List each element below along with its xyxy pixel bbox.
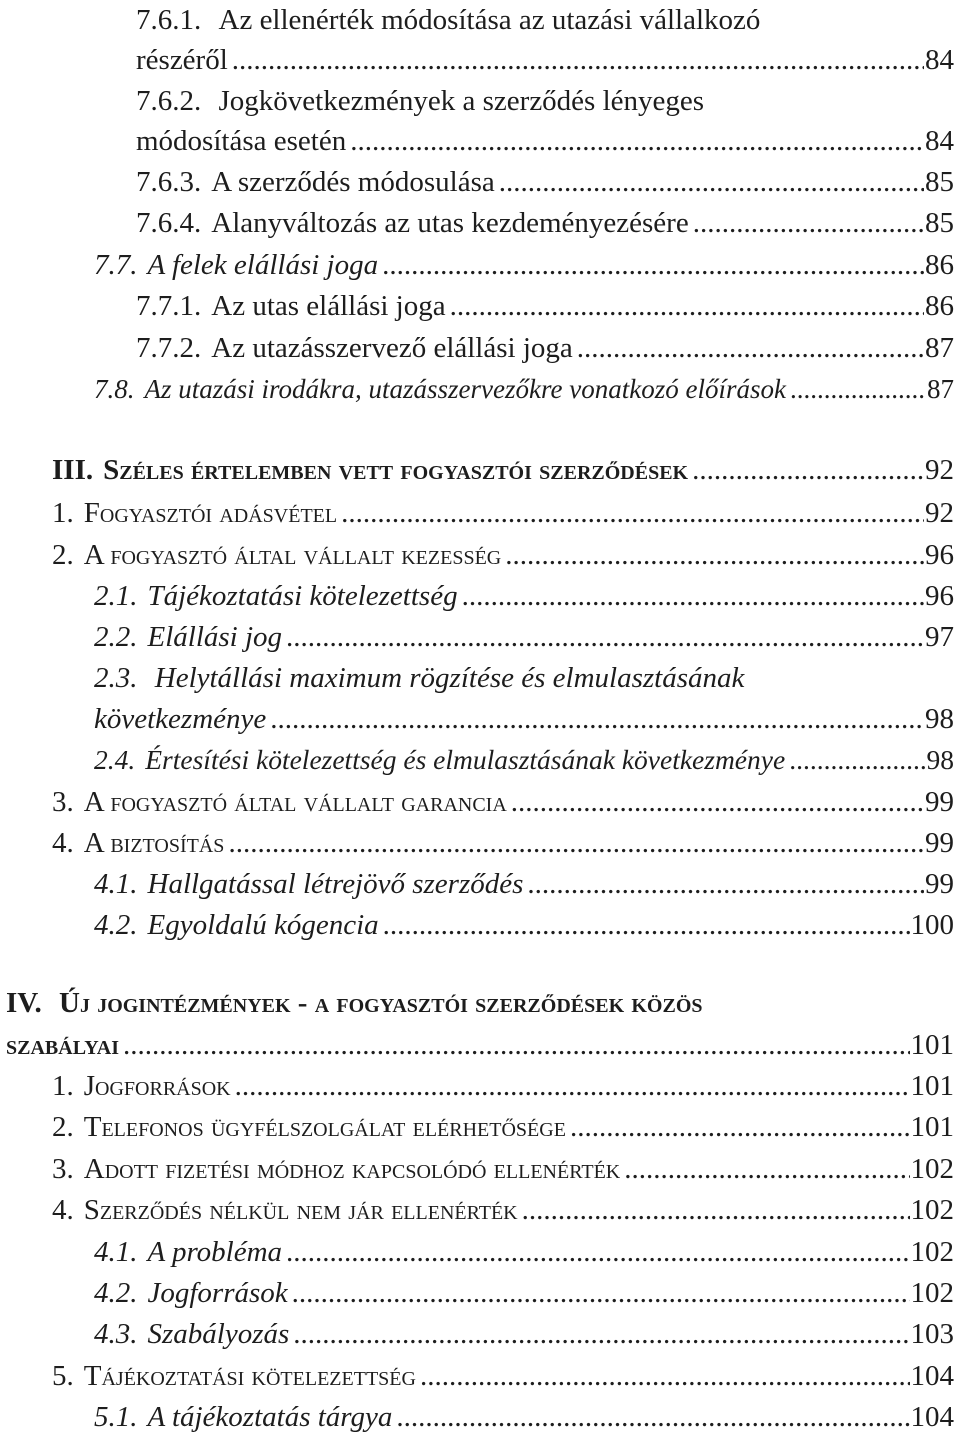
entry-number: 4.: [52, 1194, 74, 1226]
entry-title: Szerződés nélkül nem jár ellenérték: [83, 1194, 518, 1226]
toc-entry-iii-4-1[interactable]: [94, 864, 954, 904]
page-number: 104: [910, 1360, 954, 1392]
page-number: 99: [925, 786, 954, 818]
dot-leader: [350, 121, 924, 161]
entry-number: IV.: [6, 987, 42, 1019]
page-number: 85: [925, 207, 954, 239]
entry-number: 5.1.: [94, 1401, 138, 1433]
toc-entry-iv-4-2[interactable]: [94, 1273, 954, 1313]
dot-leader: [693, 203, 924, 243]
entry-number: 4.3.: [94, 1318, 138, 1350]
entry-title: Telefonos ügyfélszolgálat elérhetősége: [83, 1111, 566, 1143]
entry-title: Szabályozás: [147, 1318, 290, 1350]
entry-number: 7.6.2.: [136, 85, 202, 117]
page-number: 92: [925, 497, 954, 529]
toc-entry-7-6-2-line1: [136, 81, 704, 121]
toc-entry-iii-2-4[interactable]: [94, 740, 954, 780]
toc-entry-iv-3[interactable]: [52, 1149, 954, 1189]
entry-title: Adott fizetési módhoz kapcsolódó ellenérték: [83, 1153, 621, 1185]
toc-entry-iv-4-1[interactable]: [94, 1232, 954, 1272]
dot-leader: [527, 864, 924, 904]
dot-leader: [511, 782, 924, 822]
dot-leader: [499, 162, 924, 202]
toc-entry-7-6-1-line1: [136, 0, 760, 40]
entry-title: A tájékoztatás tárgya: [147, 1401, 393, 1433]
dot-leader: [292, 1273, 910, 1313]
entry-title: Új jogintézmények - a fogyasztói szerződések közös: [59, 987, 703, 1019]
page-number: 102: [910, 1236, 954, 1268]
entry-title: Jogkövetkezmények a szerződés lényeges: [218, 85, 705, 117]
entry-title: Alanyváltozás az utas kezdeményezésére: [211, 207, 689, 239]
toc-entry-iv-2[interactable]: [52, 1107, 954, 1147]
dot-leader: [232, 40, 924, 80]
toc-entry-iv-1[interactable]: [52, 1066, 954, 1106]
entry-number: 4.1.: [94, 868, 138, 900]
entry-title: Elállási jog: [147, 621, 283, 653]
dot-leader: [420, 1356, 910, 1396]
page-number: 100: [910, 909, 954, 941]
page-number: 85: [925, 166, 954, 198]
entry-title: A felek elállási joga: [147, 249, 379, 281]
dot-leader: [462, 576, 924, 616]
entry-number: 2.: [52, 539, 74, 571]
entry-title: A fogyasztó által vállalt garancia: [83, 786, 507, 818]
entry-number: 2.2.: [94, 621, 138, 653]
page-number: 104: [910, 1401, 954, 1433]
entry-title: Széles értelemben vett fogyasztói szerződések: [103, 454, 689, 486]
entry-number: 1.: [52, 497, 74, 529]
toc-entry-7-7-1[interactable]: [136, 286, 954, 326]
toc-entry-iii-3[interactable]: [52, 782, 954, 822]
entry-number: 7.8.: [94, 374, 135, 404]
dot-leader: [790, 369, 926, 409]
entry-number: 2.4.: [94, 744, 136, 775]
dot-leader: [228, 823, 924, 863]
toc-entry-7-8[interactable]: [94, 369, 954, 409]
entry-number: 7.6.1.: [136, 4, 202, 36]
toc-part-iv[interactable]: [6, 1025, 954, 1065]
entry-number: 3.: [52, 786, 74, 818]
toc-entry-iii-4[interactable]: [52, 823, 954, 863]
dot-leader: [522, 1190, 910, 1230]
entry-number: III.: [52, 454, 94, 486]
page-number: 97: [925, 621, 954, 653]
page-number: 96: [925, 539, 954, 571]
toc-entry-7-6-2[interactable]: [136, 121, 954, 161]
entry-title: A szerződés módosulása: [211, 166, 495, 198]
toc-entry-iii-2-3[interactable]: [94, 699, 954, 739]
page-number: 101: [910, 1070, 954, 1102]
dot-leader: [624, 1149, 909, 1189]
entry-number: 4.2.: [94, 1277, 138, 1309]
entry-title: Tájékoztatási kötelezettség: [147, 580, 458, 612]
dot-leader: [286, 1232, 909, 1272]
toc-entry-iii-4-2[interactable]: [94, 905, 954, 945]
page-number: 102: [910, 1153, 954, 1185]
entry-number: 4.: [52, 827, 74, 859]
toc-entry-7-7-2[interactable]: [136, 328, 954, 368]
toc-entry-7-6-1[interactable]: [136, 40, 954, 80]
page-number: 99: [925, 827, 954, 859]
entry-title: Fogyasztói adásvétel: [83, 497, 338, 529]
dot-leader: [123, 1025, 909, 1065]
entry-number: 7.7.: [94, 249, 138, 281]
page-number: 96: [925, 580, 954, 612]
dot-leader: [286, 617, 924, 657]
entry-number: 7.7.2.: [136, 332, 202, 364]
page-number: 101: [910, 1029, 954, 1061]
entry-title: Helytállási maximum rögzítése és elmulasztásának: [154, 662, 745, 694]
entry-title: Az utas elállási joga: [211, 290, 446, 322]
dot-leader: [692, 450, 924, 490]
toc-entry-iii-1[interactable]: [52, 493, 954, 533]
entry-title: A fogyasztó által vállalt kezesség: [83, 539, 502, 571]
toc-entry-iv-5-1[interactable]: [94, 1397, 954, 1437]
toc-entry-iii-2-3-line1: [94, 658, 744, 698]
dot-leader: [505, 535, 924, 575]
toc-entry-iii-2[interactable]: [52, 535, 954, 575]
page-number: 86: [925, 290, 954, 322]
toc-part-iv-line1: [6, 983, 703, 1023]
entry-title: Értesítési kötelezettség és elmulasztásának következménye: [145, 744, 786, 775]
toc-entry-7-6-4[interactable]: [136, 203, 954, 243]
toc-entry-iv-5[interactable]: [52, 1356, 954, 1396]
entry-number: 7.7.1.: [136, 290, 202, 322]
dot-leader: [235, 1066, 910, 1106]
toc-entry-7-7[interactable]: [94, 245, 954, 285]
entry-title: Az utazásszervező elállási joga: [211, 332, 573, 364]
entry-title: következménye: [94, 703, 267, 735]
entry-title: A probléma: [147, 1236, 283, 1268]
page-number: 99: [925, 868, 954, 900]
entry-number: 7.6.3.: [136, 166, 202, 198]
page-number: 101: [910, 1111, 954, 1143]
page-number: 102: [910, 1277, 954, 1309]
entry-number: 2.: [52, 1111, 74, 1143]
entry-title: A biztosítás: [83, 827, 225, 859]
entry-number: 1.: [52, 1070, 74, 1102]
page-number: 86: [925, 249, 954, 281]
entry-title: Az ellenérték módosítása az utazási vállalkozó: [218, 4, 761, 36]
dot-leader: [789, 740, 925, 780]
entry-title: Jogforrások: [147, 1277, 288, 1309]
page-number: 84: [925, 125, 954, 157]
entry-number: 5.: [52, 1360, 74, 1392]
entry-title: Az utazási irodákra, utazásszervezőkre vonatkozó előírások: [144, 374, 786, 404]
toc-entry-iii-2-1[interactable]: [94, 576, 954, 616]
dot-leader: [577, 328, 924, 368]
dot-leader: [293, 1314, 909, 1354]
entry-number: 7.6.4.: [136, 207, 202, 239]
toc-part-iii[interactable]: [52, 450, 954, 490]
dot-leader: [450, 286, 924, 326]
toc-entry-iv-4[interactable]: [52, 1190, 954, 1230]
page-number: 87: [927, 374, 954, 404]
entry-title: szabályai: [6, 1029, 120, 1061]
toc-entry-iv-4-3[interactable]: [94, 1314, 954, 1354]
entry-title: részéről: [136, 44, 228, 76]
page-number: 92: [925, 454, 954, 486]
dot-leader: [383, 905, 910, 945]
entry-title: Tájékoztatási kötelezettség: [83, 1360, 416, 1392]
entry-number: 2.3.: [94, 662, 138, 694]
page-number: 84: [925, 44, 954, 76]
entry-number: 3.: [52, 1153, 74, 1185]
dot-leader: [341, 493, 924, 533]
page-number: 103: [910, 1318, 954, 1350]
dot-leader: [270, 699, 924, 739]
entry-number: 2.1.: [94, 580, 138, 612]
dot-leader: [382, 245, 924, 285]
entry-title: Hallgatással létrejövő szerződés: [147, 868, 524, 900]
dot-leader: [396, 1397, 909, 1437]
entry-number: 4.1.: [94, 1236, 138, 1268]
page-number: 98: [926, 744, 954, 775]
entry-title: Jogforrások: [83, 1070, 231, 1102]
entry-title: módosítása esetén: [136, 125, 347, 157]
entry-number: 4.2.: [94, 909, 138, 941]
toc-entry-7-6-3[interactable]: [136, 162, 954, 202]
page-number: 98: [925, 703, 954, 735]
entry-title: Egyoldalú kógencia: [147, 909, 379, 941]
page-number: 102: [910, 1194, 954, 1226]
toc-entry-iii-2-2[interactable]: [94, 617, 954, 657]
dot-leader: [570, 1107, 910, 1147]
page-number: 87: [925, 332, 954, 364]
